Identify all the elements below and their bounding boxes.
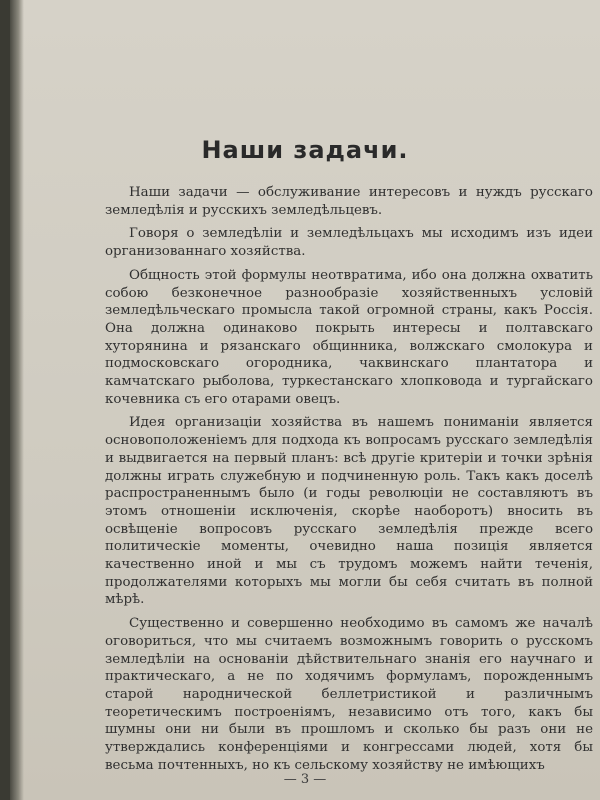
page-title: Наши задачи.: [201, 136, 409, 164]
book-page: [10, 0, 600, 800]
page-binding-shadow: [10, 0, 24, 800]
paragraph: Существенно и совершенно необходимо въ самомъ же началѣ оговориться, что мы считаемъ возможнымъ говорить о русскомъ земледѣліи на основаніи дѣйствительнаго знанія его научнаго и практическаго, а не по ходячимъ формуламъ, порожденнымъ старой народнической беллетристикой и различнымъ теоретическимъ построеніямъ, независимо отъ того, какъ бы шумны они ни были въ прошломъ и сколько бы разъ они не утверждались конференціями и конгрессами людей, хотя бы весьма почтенныхъ, но къ сельскому хозяйству не имѣющихъ: [105, 616, 593, 773]
paragraph: Идея организаціи хозяйства въ нашемъ пониманіи является основоположеніемъ для подхода къ вопросамъ русскаго земледѣлія и выдвигается на первый планъ: всѣ другіе критеріи и точки зрѣнія должны играть служебную и подчиненную роль. Такъ какъ доселѣ распространеннымъ было (и годы революціи не составляютъ въ этомъ отношеніи исключенія, скорѣе наоборотъ) вносить въ освѣщеніе вопросовъ русскаго земледѣлія прежде всего политическіе моменты, очевидно наша позиція является качественно иной и мы съ трудомъ можемъ найти теченія, продолжателями которыхъ мы могли бы себя считать въ полной мѣрѣ.: [105, 415, 593, 608]
paragraph: Общность этой формулы неотвратима, ибо она должна охватить собою безконечное разнообразіе хозяйственныхъ условій земледѣльческаго промысла такой огромной страны, какъ Россія. Она должна одинаково покрыть интересы и полтавскаго хуторянина и рязанскаго общинника, волжскаго смолокура и подмосковскаго огородника, чаквинскаго плантатора и камчатскаго рыболова, туркестанскаго хлопковода и тургайскаго кочевника съ его отарами овецъ.: [105, 267, 593, 407]
paragraph: Говоря о земледѣліи и земледѣльцахъ мы исходимъ изъ идеи организованнаго хозяйства.: [105, 226, 593, 260]
page-number: — 3 —: [283, 772, 327, 787]
paragraph: Наши задачи — обслуживание интересовъ и нуждъ русскаго земледѣлія и русскихъ земледѣльцевъ.: [105, 185, 593, 218]
body-text: [105, 184, 593, 781]
